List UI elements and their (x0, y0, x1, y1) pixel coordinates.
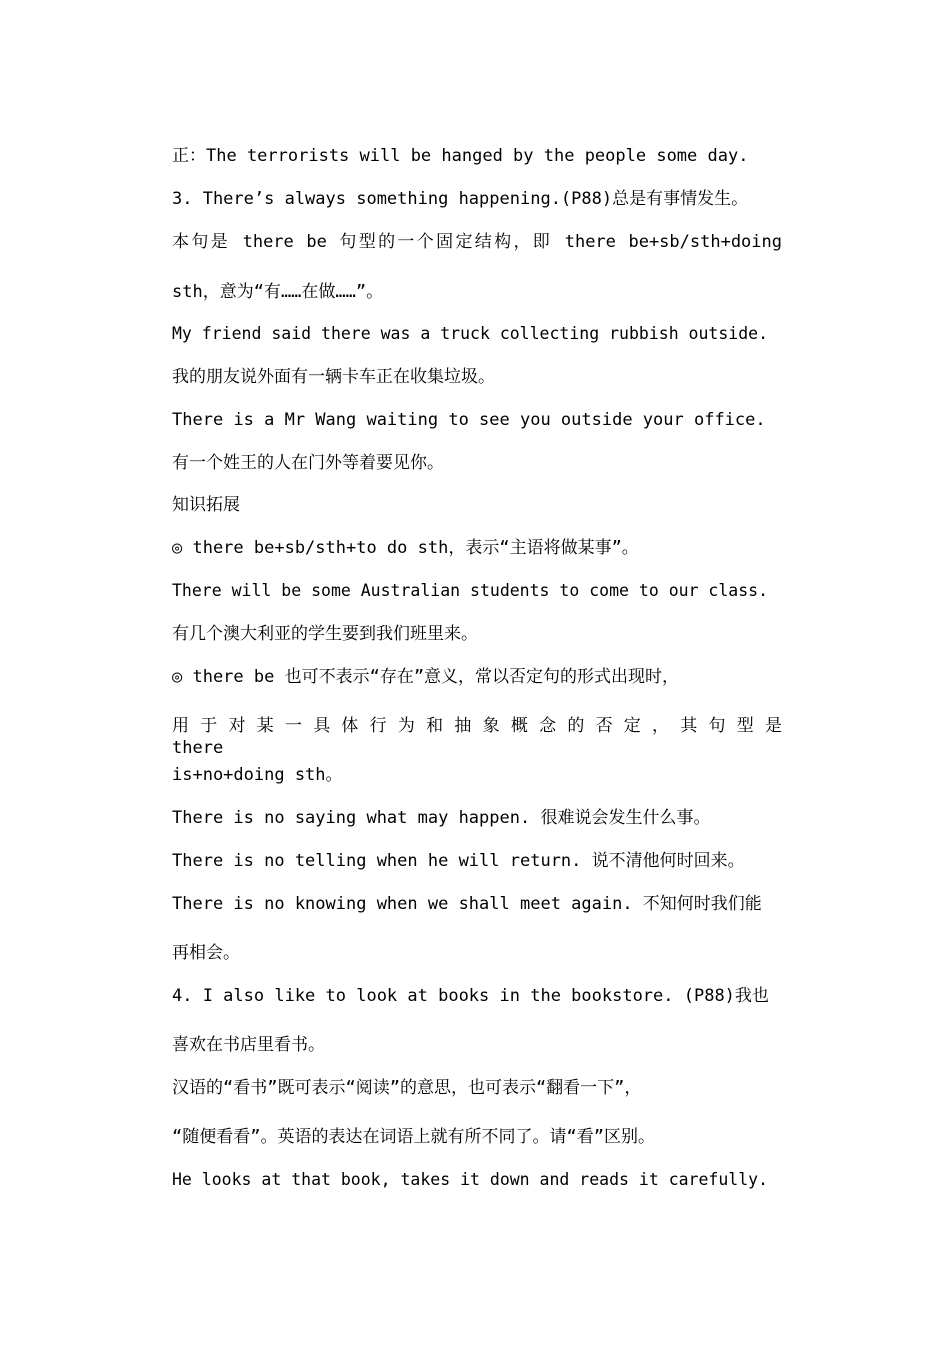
text-line-7: There is a Mr Wang waiting to see you outside your office. (172, 410, 766, 430)
text-line-19: 再相会。 (172, 943, 240, 963)
text-line-5: My friend said there was a truck collecting rubbish outside. (172, 324, 769, 343)
text-line-23: “随便看看”。英语的表达在词语上就有所不同了。请“看”区别。 (172, 1127, 655, 1147)
text-line-24: He looks at that book, takes it down and reads it carefully. (172, 1170, 769, 1189)
text-line-1: 正：The terrorists will be hanged by the people some day. (172, 146, 749, 166)
text-line-17: There is no telling when he will return. 说不清他何时回来。 (172, 851, 745, 871)
text-line-15: is+no+doing sth。 (172, 765, 343, 785)
text-line-2: 3. There’s always something happening.(P88)总是有事情发生。 (172, 189, 749, 209)
text-line-3: 本句是 there be 句型的一个固定结构，即 there be+sb/sth+doing (172, 232, 782, 252)
text-line-14: 用 于 对 某 一 具 体 行 为 和 抽 象 概 念 的 否 定 ， 其 句 型 是 there (172, 716, 782, 758)
text-line-6: 我的朋友说外面有一辆卡车正在收集垃圾。 (172, 367, 495, 387)
text-line-21: 喜欢在书店里看书。 (172, 1035, 325, 1055)
text-line-11: There will be some Australian students to come to our class. (172, 581, 769, 600)
text-line-10: ◎ there be+sb/sth+to do sth，表示“主语将做某事”。 (172, 538, 639, 558)
text-line-20: 4. I also like to look at books in the bookstore. (P88)我也 (172, 986, 769, 1006)
text-line-4: sth，意为“有……在做……”。 (172, 282, 384, 302)
text-line-13: ◎ there be 也可不表示“存在”意义，常以否定句的形式出现时， (172, 667, 680, 687)
text-line-22: 汉语的“看书”既可表示“阅读”的意思，也可表示“翻看一下”， (172, 1078, 642, 1098)
text-line-18: There is no knowing when we shall meet again. 不知何时我们能 (172, 894, 762, 914)
text-line-16: There is no saying what may happen. 很难说会发生什么事。 (172, 808, 711, 828)
section-heading: 知识拓展 (172, 495, 240, 515)
text-line-8: 有一个姓王的人在门外等着要见你。 (172, 453, 444, 473)
text-line-12: 有几个澳大利亚的学生要到我们班里来。 (172, 624, 478, 644)
